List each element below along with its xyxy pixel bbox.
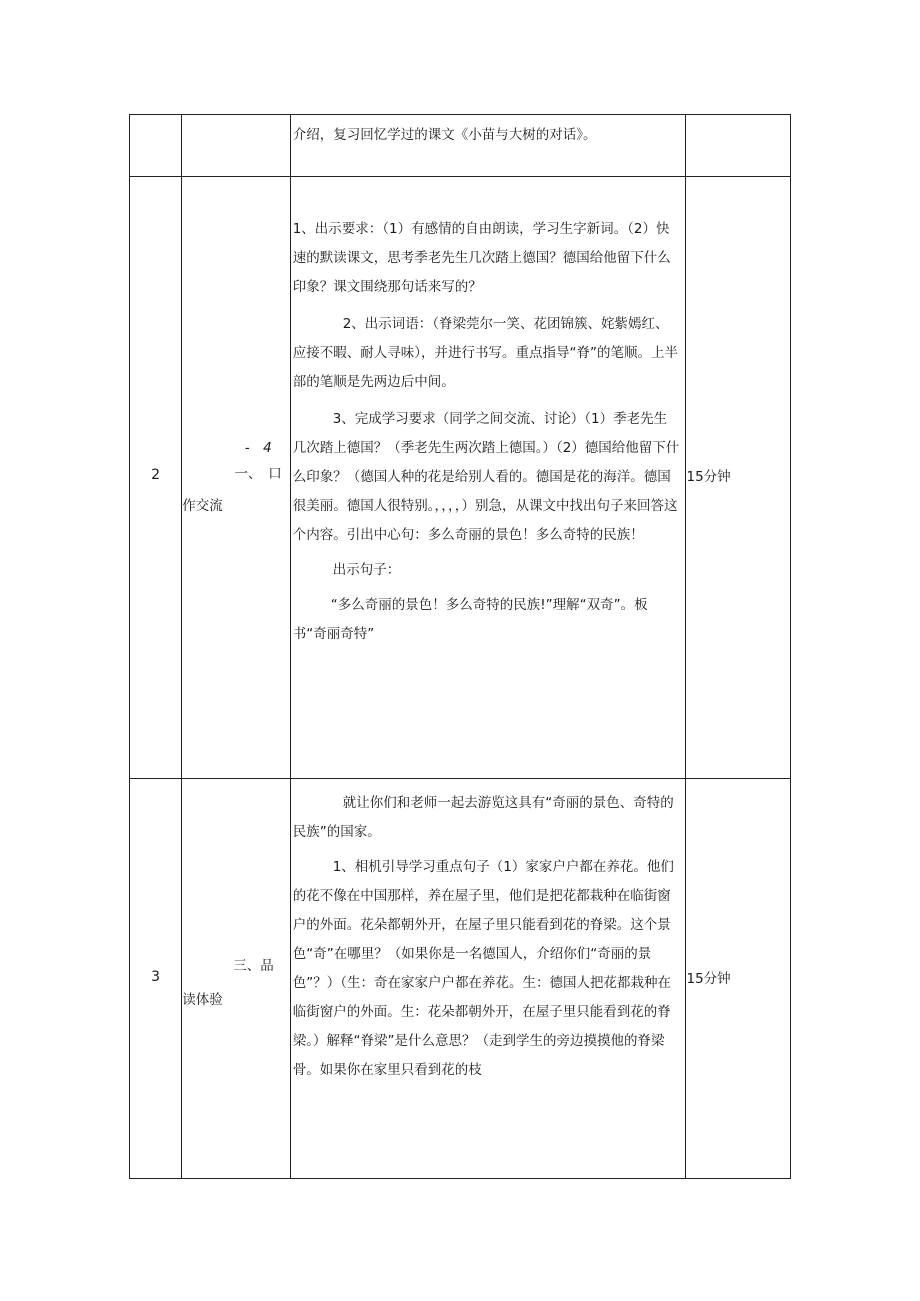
step-mark: - 4	[244, 440, 272, 456]
step-title-line1: 一、 口	[234, 466, 282, 482]
time-cell	[685, 177, 791, 779]
step-cell	[182, 779, 290, 1179]
paragraph: “多么奇丽的景色！多么奇特的民族!”理解“双奇”。板书“奇丽奇特”	[292, 597, 648, 642]
paragraph: 出示句子：	[332, 562, 401, 578]
step-title-line2: 读体验	[182, 992, 223, 1008]
paragraph: 3、完成学习要求（同学之间交流、讨论）（1）季老先生几次踏上德国？（季老先生两次踏上德国。）（2）德国给他留下什么印象？（德国人种的花是给别人看的。德国是花的海洋。德国很美丽。德国人很特别。，，，，）别急，从课文中找出句子来回答这个内容。引出中心句：多么奇丽的景色！多么奇特的民族！	[292, 411, 680, 543]
paragraph: 介绍，复习回忆学过的课文《小苗与大树的对话》。	[292, 127, 597, 143]
number-cell	[130, 115, 182, 177]
table-row	[130, 115, 791, 177]
step-cell	[182, 115, 290, 177]
row-number: 3	[151, 969, 161, 985]
time-cell	[685, 115, 791, 177]
paragraph: 1、出示要求：（1）有感情的自由朗读，学习生字新词。（2）快速的默读课文，思考季老先生几次踏上德国？德国给他留下什么印象？课文围绕那句话来写的？	[292, 221, 671, 295]
step-title-line2: 作交流	[182, 498, 223, 514]
duration: 15分钟	[686, 971, 731, 987]
content-cell	[290, 115, 685, 177]
table-row	[130, 177, 791, 779]
step-title-line1: 三、品	[233, 958, 274, 974]
table-row	[130, 779, 791, 1179]
content-cell	[290, 779, 685, 1179]
paragraph: 1、相机引导学习重点句子（1）家家户户都在养花。他们的花不像在中国那样，养在屋子里，他们是把花都栽种在临街窗户的外面。花朵都朝外开，在屋子里只能看到花的脊梁。这个景色“奇”在哪里？（如果你是一名德国人，介绍你们“奇丽的景色”？）（生：奇在家家户户都在养花。生：德国人把花都栽种在临街窗户的外面。生：花朵都朝外开，在屋子里只能看到花的脊梁。）解释“脊梁”是什么意思？（走到学生的旁边摸摸他的脊梁骨。如果你在家里只看到花的枝	[292, 859, 674, 1078]
paragraph: 就让你们和老师一起去游览这具有“奇丽的景色、奇特的民族”的国家。	[292, 795, 674, 840]
paragraph: 2、出示词语：（脊梁莞尔一笑、花团锦簇、姹紫嫣红、应接不暇、耐人寻味），并进行书写。重点指导“脊”的笔顺。上半部的笔顺是先两边后中间。	[292, 316, 678, 390]
duration: 15分钟	[686, 469, 731, 485]
row-number: 2	[151, 467, 161, 483]
step-cell	[182, 177, 290, 779]
number-cell	[130, 177, 182, 779]
content-cell	[290, 177, 685, 779]
lesson-plan-table	[129, 114, 791, 1179]
number-cell	[130, 779, 182, 1179]
time-cell	[685, 779, 791, 1179]
